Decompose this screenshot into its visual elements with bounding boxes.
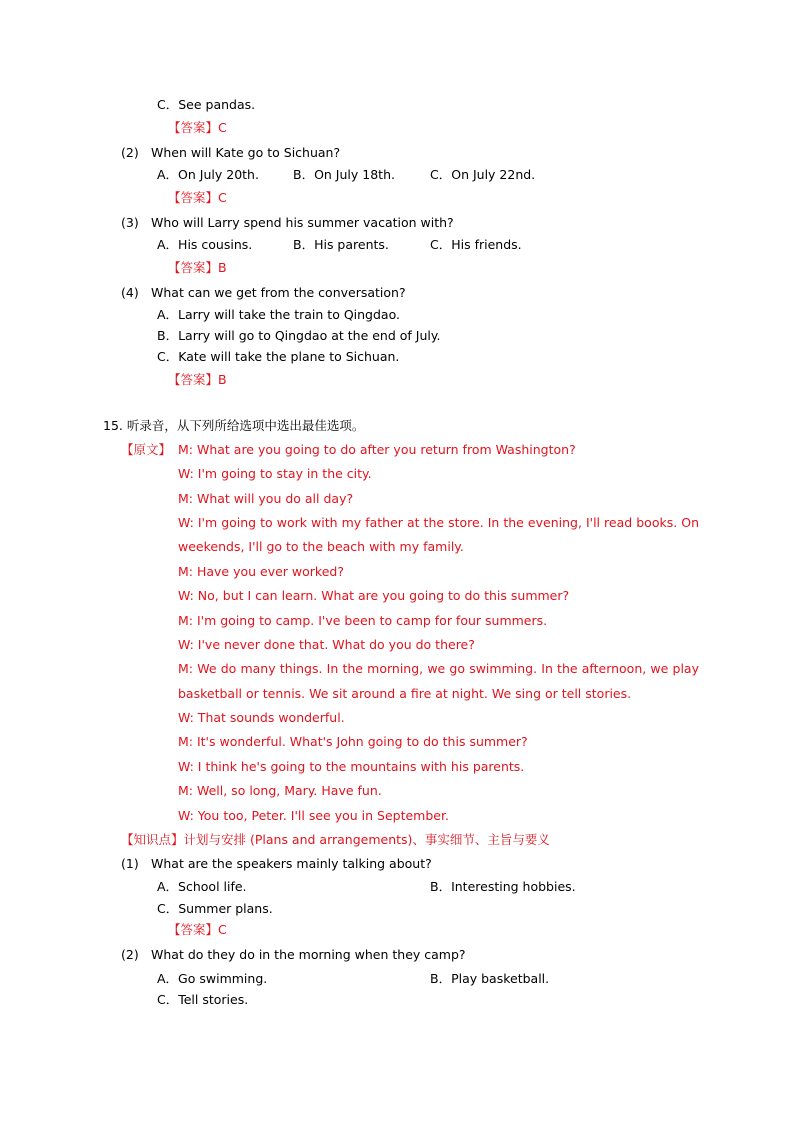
transcript-line: basketball or tennis. We sit around a fire at night. We sing or tell stories. — [178, 686, 632, 701]
q15-q2-option-c: C．Tell stories. — [157, 992, 249, 1007]
q15-q2-number: (2) — [121, 947, 139, 962]
transcript-line: W: I'm going to stay in the city. — [178, 466, 372, 481]
transcript-line: W: You too, Peter. I'll see you in September. — [178, 808, 449, 823]
transcript-line: M: Have you ever worked? — [178, 564, 344, 579]
q15-q1-option-a: A．School life. — [157, 879, 247, 894]
transcript-line: weekends, I'll go to the beach with my family. — [178, 539, 464, 554]
q15-q2-question: What do they do in the morning when they camp? — [151, 947, 466, 962]
q14-q1-answer: 【答案】C — [168, 120, 227, 135]
q15-q1-option-c: C．Summer plans. — [157, 901, 273, 916]
q14-q3-question: Who will Larry spend his summer vacation with? — [151, 215, 454, 230]
q15-q1-option-b: B．Interesting hobbies. — [430, 879, 576, 894]
transcript-line: M: Well, so long, Mary. Have fun. — [178, 783, 382, 798]
q15-transcript-label: 【原文】 — [121, 442, 172, 457]
q15-q1-answer: 【答案】C — [168, 922, 227, 937]
q15-q2-option-a: A．Go swimming. — [157, 971, 268, 986]
q15-title: 15. 听录音，从下列所给选项中选出最佳选项。 — [103, 418, 365, 433]
transcript-line: M: What are you going to do after you return from Washington? — [178, 442, 576, 457]
q14-q4-option-c: C．Kate will take the plane to Sichuan. — [157, 349, 400, 364]
transcript-line: W: I think he's going to the mountains with his parents. — [178, 759, 525, 774]
q14-q2-option-a: A．On July 20th. — [157, 167, 259, 182]
transcript-line: M: I'm going to camp. I've been to camp for four summers. — [178, 613, 548, 628]
q15-knowledge-points: 【知识点】计划与安排 (Plans and arrangements)、事实细节、主旨与要义 — [121, 832, 550, 847]
q14-q3-option-a: A．His cousins. — [157, 237, 253, 252]
q14-q1-option-c: C．See pandas. — [157, 97, 256, 112]
q14-q3-answer: 【答案】B — [168, 260, 227, 275]
transcript-line: W: I'm going to work with my father at the store. In the evening, I'll read books. On — [178, 515, 699, 530]
q14-q4-answer: 【答案】B — [168, 372, 227, 387]
transcript-line: M: It's wonderful. What's John going to do this summer? — [178, 734, 528, 749]
q15-q2-option-b: B．Play basketball. — [430, 971, 550, 986]
transcript-line: W: That sounds wonderful. — [178, 710, 345, 725]
q15-q1-question: What are the speakers mainly talking about? — [151, 856, 432, 871]
q14-q2-question: When will Kate go to Sichuan? — [151, 145, 341, 160]
q14-q4-number: (4) — [121, 285, 139, 300]
transcript-line: M: We do many things. In the morning, we go swimming. In the afternoon, we play — [178, 661, 699, 676]
q14-q2-option-b: B．On July 18th. — [293, 167, 395, 182]
transcript-line: W: No, but I can learn. What are you going to do this summer? — [178, 588, 570, 603]
q14-q3-number: (3) — [121, 215, 139, 230]
q14-q2-answer: 【答案】C — [168, 190, 227, 205]
q14-q3-option-b: B．His parents. — [293, 237, 389, 252]
q14-q4-option-a: A．Larry will take the train to Qingdao. — [157, 307, 400, 322]
q14-q3-option-c: C．His friends. — [430, 237, 522, 252]
q14-q2-number: (2) — [121, 145, 139, 160]
transcript-line: M: What will you do all day? — [178, 491, 354, 506]
q14-q4-question: What can we get from the conversation? — [151, 285, 406, 300]
q15-q1-number: (1) — [121, 856, 139, 871]
q14-q4-option-b: B．Larry will go to Qingdao at the end of July. — [157, 328, 441, 343]
transcript-line: W: I've never done that. What do you do there? — [178, 637, 475, 652]
q14-q2-option-c: C．On July 22nd. — [430, 167, 536, 182]
